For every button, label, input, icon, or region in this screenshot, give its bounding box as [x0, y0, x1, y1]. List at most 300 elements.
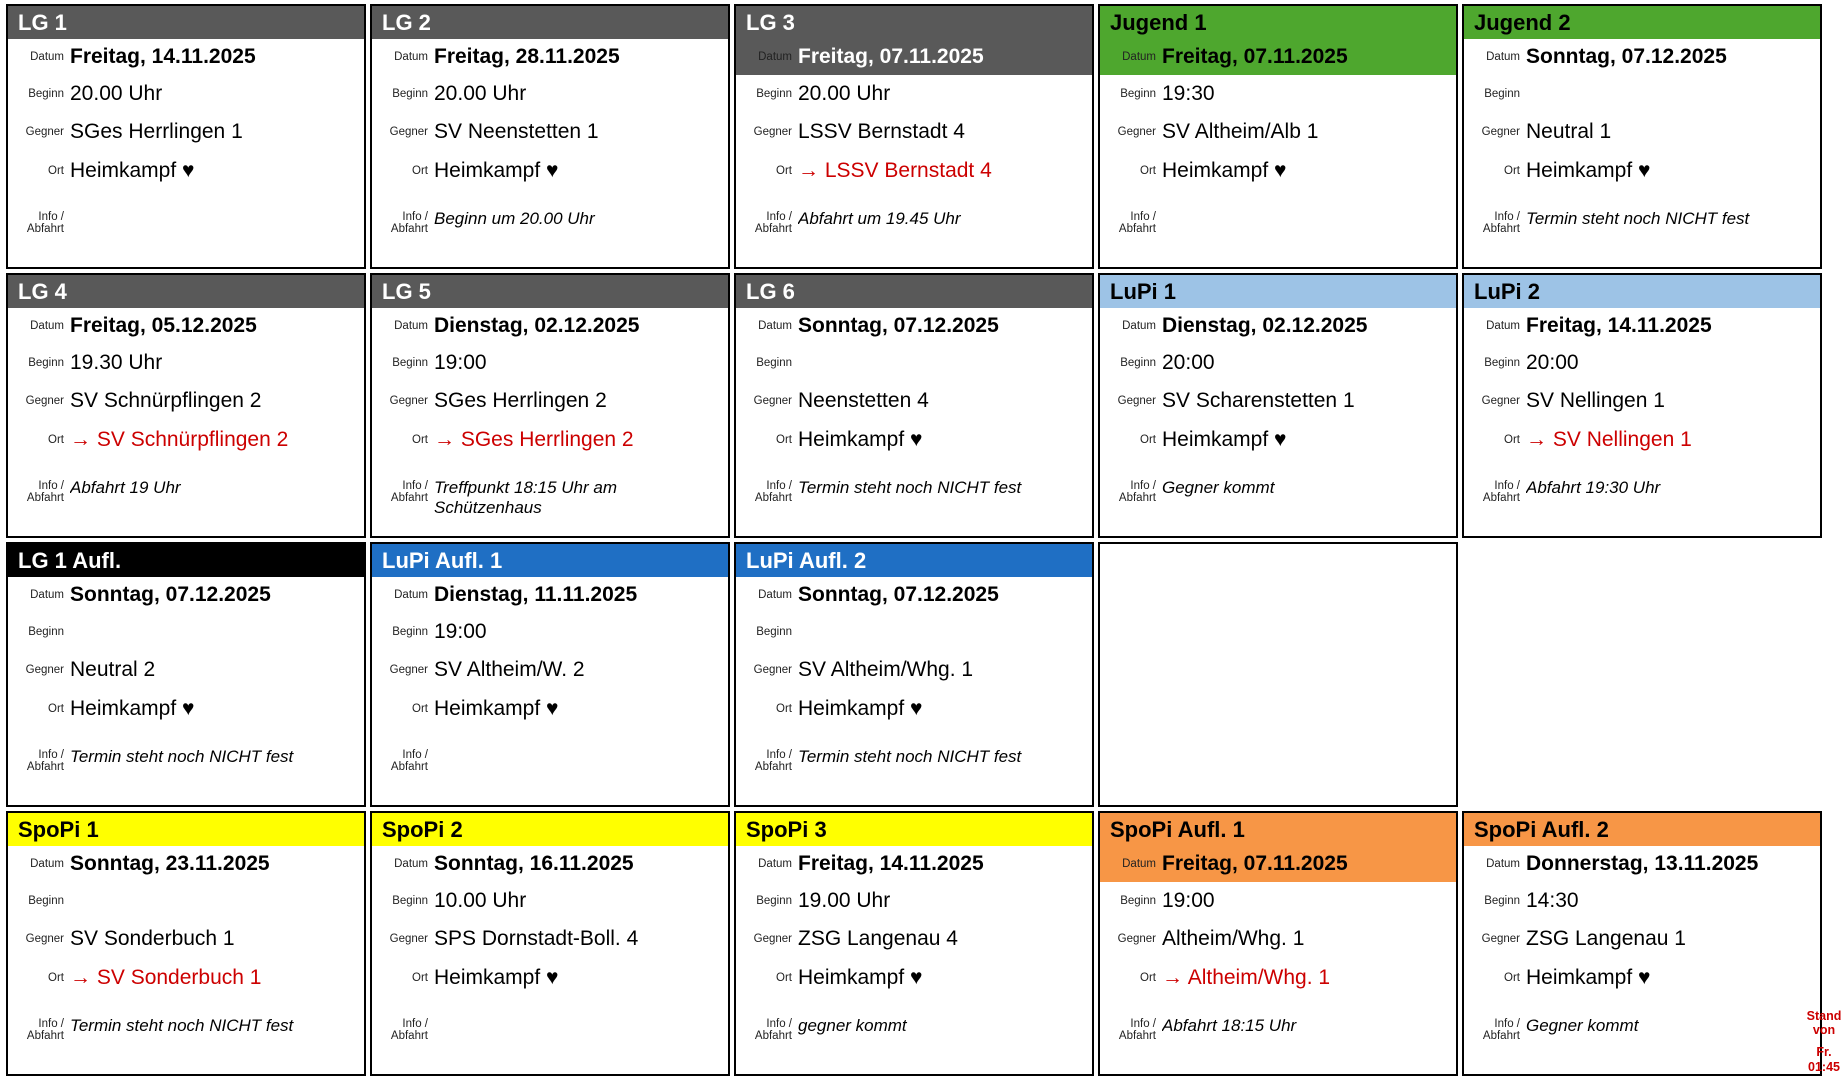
empty-match-card: [1098, 542, 1458, 807]
match-location-row: [8, 420, 364, 460]
match-location-label: Ort: [1140, 433, 1156, 446]
match-start-row: [8, 882, 364, 920]
match-card-fields: [1100, 39, 1456, 267]
match-opponent-value: SV Altheim/W. 2: [434, 658, 585, 682]
match-opponent-row: [372, 113, 728, 151]
match-card-fields: [8, 308, 364, 536]
match-date-value: Sonntag, 07.12.2025: [798, 583, 999, 607]
match-info-value: [434, 735, 728, 747]
match-location-text: SV Schnürpflingen 2: [96, 428, 289, 452]
match-opponent-label: Gegner: [753, 125, 792, 138]
match-start-value: 20.00 Uhr: [70, 82, 163, 106]
match-date-row: [372, 846, 728, 882]
match-card: [1098, 4, 1458, 269]
match-card: [1462, 4, 1822, 269]
match-location-row: [372, 420, 728, 460]
match-location-label: Ort: [48, 433, 64, 446]
match-start-row: [1464, 882, 1820, 920]
match-date-row: [1464, 308, 1820, 344]
match-start-value: 19:00: [434, 620, 487, 644]
match-card-title: LuPi 2: [1464, 275, 1820, 308]
match-info-label: Info / Abfahrt: [1482, 211, 1520, 236]
match-location-value: Heimkampf ♥: [434, 966, 559, 990]
match-card-fields: [1100, 308, 1456, 536]
match-card-title: LG 2: [372, 6, 728, 39]
match-opponent-value: SV Neenstetten 1: [434, 120, 599, 144]
match-date-label: Datum: [30, 588, 64, 601]
match-start-label: Beginn: [756, 625, 792, 638]
match-opponent-label: Gegner: [1481, 394, 1520, 407]
match-opponent-label: Gegner: [1117, 932, 1156, 945]
match-opponent-label: Gegner: [25, 125, 64, 138]
match-date-value: Freitag, 14.11.2025: [798, 852, 984, 876]
match-info-label: Info / Abfahrt: [754, 1018, 792, 1043]
away-arrow-icon: →: [70, 428, 97, 452]
match-opponent-row: [372, 382, 728, 420]
match-location-row: [736, 689, 1092, 729]
match-location-value: [70, 966, 364, 989]
match-location-value: Heimkampf ♥: [1162, 159, 1287, 183]
match-card: [1098, 273, 1458, 538]
match-info-row: [372, 998, 728, 1074]
match-start-value: 20:00: [1162, 351, 1215, 375]
match-location-text: SV Sonderbuch 1: [96, 966, 262, 990]
match-opponent-value: SGes Herrlingen 1: [70, 120, 243, 144]
match-location-value: Heimkampf ♥: [1526, 159, 1651, 183]
match-start-value: 19:00: [434, 351, 487, 375]
match-card-fields: [736, 39, 1092, 267]
match-card-title: LuPi 1: [1100, 275, 1456, 308]
match-location-row: [736, 420, 1092, 460]
match-info-row: [372, 460, 728, 536]
match-location-value: [70, 428, 364, 451]
match-date-row: [736, 39, 1092, 75]
match-start-row: [736, 75, 1092, 113]
match-date-row: [8, 39, 364, 75]
match-location-text: SV Nellingen 1: [1552, 428, 1692, 452]
match-location-value: Heimkampf ♥: [1162, 428, 1287, 452]
match-card-fields: [372, 39, 728, 267]
match-location-label: Ort: [1504, 164, 1520, 177]
match-location-value: Heimkampf ♥: [798, 428, 923, 452]
match-card-title: LG 3: [736, 6, 1092, 39]
match-date-label: Datum: [394, 857, 428, 870]
match-location-label: Ort: [1504, 971, 1520, 984]
match-start-label: Beginn: [756, 894, 792, 907]
match-info-value: Abfahrt 19 Uhr: [70, 478, 181, 497]
match-opponent-row: [736, 113, 1092, 151]
match-location-label: Ort: [776, 971, 792, 984]
match-info-row: [736, 191, 1092, 267]
match-opponent-value: ZSG Langenau 1: [1526, 927, 1686, 951]
match-card-title: LG 1: [8, 6, 364, 39]
match-location-label: Ort: [776, 433, 792, 446]
match-opponent-label: Gegner: [389, 932, 428, 945]
match-opponent-label: Gegner: [1117, 125, 1156, 138]
match-location-label: Ort: [1140, 971, 1156, 984]
match-start-label: Beginn: [756, 87, 792, 100]
match-info-value: Termin steht noch NICHT fest: [70, 747, 294, 766]
match-opponent-value: SV Schnürpflingen 2: [70, 389, 262, 413]
match-start-value: 19:30: [1162, 82, 1215, 106]
match-card-title: LG 4: [8, 275, 364, 308]
match-card: [734, 273, 1094, 538]
match-info-label: Info / Abfahrt: [26, 1018, 64, 1043]
match-opponent-label: Gegner: [25, 663, 64, 676]
match-opponent-value: SV Nellingen 1: [1526, 389, 1665, 413]
match-date-value: Dienstag, 11.11.2025: [434, 583, 638, 607]
match-card-fields: [1464, 308, 1820, 536]
match-info-row: [8, 460, 364, 536]
match-date-label: Datum: [758, 588, 792, 601]
match-card: [734, 542, 1094, 807]
match-card: [6, 4, 366, 269]
match-start-row: [1100, 75, 1456, 113]
match-card-fields: [372, 577, 728, 805]
match-date-label: Datum: [30, 319, 64, 332]
match-opponent-row: [1464, 382, 1820, 420]
match-card-fields: [1464, 39, 1820, 267]
match-info-row: [1464, 460, 1820, 536]
match-card-fields: [1100, 846, 1456, 1074]
match-location-value: [798, 159, 1092, 182]
match-date-row: [1100, 308, 1456, 344]
match-date-value: Freitag, 05.12.2025: [70, 314, 257, 338]
match-opponent-row: [736, 920, 1092, 958]
match-opponent-row: [8, 113, 364, 151]
match-info-label: Info / Abfahrt: [1118, 211, 1156, 236]
match-opponent-row: [736, 651, 1092, 689]
match-location-row: [1464, 151, 1820, 191]
match-date-value: Freitag, 28.11.2025: [434, 45, 620, 69]
match-info-row: [8, 191, 364, 267]
match-opponent-value: SV Altheim/Whg. 1: [798, 658, 974, 682]
match-location-row: [8, 689, 364, 729]
match-opponent-label: Gegner: [753, 663, 792, 676]
match-info-row: [1464, 998, 1820, 1074]
match-start-label: Beginn: [1484, 894, 1520, 907]
match-start-label: Beginn: [28, 894, 64, 907]
match-date-label: Datum: [394, 50, 428, 63]
match-date-value: Sonntag, 07.12.2025: [798, 314, 999, 338]
match-info-value: [70, 197, 364, 209]
match-info-label: Info / Abfahrt: [390, 1018, 428, 1043]
match-date-row: [8, 577, 364, 613]
match-info-label: Info / Abfahrt: [754, 749, 792, 774]
match-opponent-label: Gegner: [1481, 125, 1520, 138]
match-info-label: Info / Abfahrt: [390, 211, 428, 236]
match-info-label: Info / Abfahrt: [754, 211, 792, 236]
match-location-value: Heimkampf ♥: [1526, 966, 1651, 990]
match-date-row: [1464, 39, 1820, 75]
status-stamp-line4: 01:45: [1808, 1059, 1840, 1074]
match-start-value: 19.30 Uhr: [70, 351, 163, 375]
match-location-value: [434, 428, 728, 451]
match-card: [1462, 273, 1822, 538]
match-date-row: [1464, 846, 1820, 882]
match-card-title: Jugend 1: [1100, 6, 1456, 39]
match-info-value: Abfahrt 18:15 Uhr: [1162, 1016, 1297, 1035]
match-start-row: [1100, 882, 1456, 920]
match-location-value: Heimkampf ♥: [70, 159, 195, 183]
match-start-label: Beginn: [1120, 356, 1156, 369]
match-start-label: Beginn: [28, 625, 64, 638]
match-opponent-row: [8, 651, 364, 689]
match-info-row: [8, 729, 364, 805]
match-date-value: Donnerstag, 13.11.2025: [1526, 852, 1759, 876]
match-card-grid: [6, 4, 1806, 1076]
match-card-fields: [736, 308, 1092, 536]
match-location-row: [1100, 958, 1456, 998]
status-stamp-line2: von: [1812, 1022, 1836, 1037]
match-info-label: Info / Abfahrt: [26, 749, 64, 774]
match-start-label: Beginn: [756, 356, 792, 369]
match-location-row: [8, 958, 364, 998]
match-start-row: [372, 882, 728, 920]
match-card-title: Jugend 2: [1464, 6, 1820, 39]
match-opponent-row: [8, 382, 364, 420]
match-date-label: Datum: [30, 50, 64, 63]
match-opponent-label: Gegner: [389, 125, 428, 138]
match-location-label: Ort: [1504, 433, 1520, 446]
match-date-label: Datum: [1486, 319, 1520, 332]
match-card: [370, 811, 730, 1076]
match-opponent-label: Gegner: [389, 663, 428, 676]
match-location-row: [736, 958, 1092, 998]
match-info-label: Info / Abfahrt: [390, 480, 428, 505]
match-info-value: Termin steht noch NICHT fest: [1526, 209, 1750, 228]
match-date-label: Datum: [758, 857, 792, 870]
match-card-fields: [372, 846, 728, 1074]
match-opponent-row: [1100, 113, 1456, 151]
match-opponent-row: [8, 920, 364, 958]
match-info-value: Beginn um 20.00 Uhr: [434, 209, 595, 228]
match-info-row: [1100, 460, 1456, 536]
match-opponent-row: [1464, 920, 1820, 958]
match-card-fields: [1464, 846, 1820, 1074]
match-date-value: Dienstag, 02.12.2025: [434, 314, 640, 338]
match-card: [6, 273, 366, 538]
match-location-text: LSSV Bernstadt 4: [824, 159, 992, 183]
match-location-text: Altheim/Whg. 1: [1187, 966, 1331, 990]
match-start-row: [372, 75, 728, 113]
match-info-row: [736, 460, 1092, 536]
match-date-row: [372, 39, 728, 75]
match-date-row: [372, 577, 728, 613]
match-opponent-value: SPS Dornstadt-Boll. 4: [434, 927, 639, 951]
match-location-row: [1100, 151, 1456, 191]
match-info-row: [372, 191, 728, 267]
match-info-value: Termin steht noch NICHT fest: [798, 747, 1022, 766]
match-date-label: Datum: [1122, 319, 1156, 332]
match-start-value: 10.00 Uhr: [434, 889, 527, 913]
match-info-row: [736, 729, 1092, 805]
match-date-label: Datum: [394, 588, 428, 601]
match-card: [370, 542, 730, 807]
match-card: [6, 811, 366, 1076]
match-start-label: Beginn: [1120, 87, 1156, 100]
match-start-value: 20.00 Uhr: [798, 82, 891, 106]
match-start-row: [8, 75, 364, 113]
match-start-label: Beginn: [392, 87, 428, 100]
match-location-label: Ort: [48, 164, 64, 177]
match-info-value: Gegner kommt: [1162, 478, 1275, 497]
match-date-value: Sonntag, 07.12.2025: [70, 583, 271, 607]
match-card-title: LuPi Aufl. 2: [736, 544, 1092, 577]
match-opponent-row: [372, 651, 728, 689]
match-date-value: Freitag, 07.11.2025: [798, 45, 984, 69]
match-opponent-label: Gegner: [753, 932, 792, 945]
match-card: [1098, 811, 1458, 1076]
match-opponent-value: Neenstetten 4: [798, 389, 929, 413]
match-opponent-value: Neutral 2: [70, 658, 156, 682]
match-date-value: Sonntag, 16.11.2025: [434, 852, 634, 876]
match-card-fields: [8, 577, 364, 805]
match-date-label: Datum: [758, 50, 792, 63]
match-opponent-label: Gegner: [753, 394, 792, 407]
status-stamp: [1806, 1009, 1842, 1075]
match-date-row: [8, 846, 364, 882]
match-date-value: Sonntag, 07.12.2025: [1526, 45, 1727, 69]
match-location-value: Heimkampf ♥: [798, 697, 923, 721]
match-info-label: Info / Abfahrt: [1482, 480, 1520, 505]
match-card-title: SpoPi 1: [8, 813, 364, 846]
match-start-row: [1464, 344, 1820, 382]
match-start-value: 19:00: [1162, 889, 1215, 913]
match-start-label: Beginn: [392, 356, 428, 369]
match-location-label: Ort: [412, 433, 428, 446]
match-opponent-value: Neutral 1: [1526, 120, 1612, 144]
match-opponent-value: LSSV Bernstadt 4: [798, 120, 965, 144]
match-date-value: Freitag, 07.11.2025: [1162, 852, 1348, 876]
match-start-row: [372, 344, 728, 382]
match-location-row: [372, 958, 728, 998]
match-opponent-label: Gegner: [389, 394, 428, 407]
match-location-row: [1464, 958, 1820, 998]
match-info-value: Abfahrt um 19.45 Uhr: [798, 209, 961, 228]
match-start-label: Beginn: [392, 625, 428, 638]
match-opponent-label: Gegner: [25, 394, 64, 407]
away-arrow-icon: →: [1526, 428, 1553, 452]
match-card-fields: [736, 846, 1092, 1074]
match-start-row: [1100, 344, 1456, 382]
match-info-label: Info / Abfahrt: [390, 749, 428, 774]
match-opponent-value: SV Altheim/Alb 1: [1162, 120, 1319, 144]
match-date-label: Datum: [758, 319, 792, 332]
match-card: [734, 811, 1094, 1076]
match-card: [734, 4, 1094, 269]
match-date-row: [736, 308, 1092, 344]
match-info-value: Abfahrt 19:30 Uhr: [1526, 478, 1661, 497]
away-arrow-icon: →: [798, 159, 825, 183]
match-card-title: LuPi Aufl. 1: [372, 544, 728, 577]
match-location-value: Heimkampf ♥: [434, 697, 559, 721]
match-card-title: SpoPi 2: [372, 813, 728, 846]
match-location-row: [372, 689, 728, 729]
match-location-label: Ort: [412, 971, 428, 984]
match-location-label: Ort: [412, 702, 428, 715]
match-start-row: [8, 613, 364, 651]
match-date-label: Datum: [30, 857, 64, 870]
match-start-label: Beginn: [1120, 894, 1156, 907]
match-date-value: Sonntag, 23.11.2025: [70, 852, 270, 876]
match-location-row: [736, 151, 1092, 191]
match-date-row: [1100, 39, 1456, 75]
match-date-value: Freitag, 14.11.2025: [1526, 314, 1712, 338]
placeholder-cell: [1462, 542, 1822, 807]
match-location-value: Heimkampf ♥: [70, 697, 195, 721]
match-card-title: SpoPi Aufl. 1: [1100, 813, 1456, 846]
match-info-label: Info / Abfahrt: [1118, 1018, 1156, 1043]
match-date-row: [736, 577, 1092, 613]
match-card: [1462, 811, 1822, 1076]
match-info-value: Treffpunkt 18:15 Uhr am Schützenhaus: [434, 478, 617, 518]
match-info-label: Info / Abfahrt: [26, 211, 64, 236]
match-card: [370, 273, 730, 538]
match-info-label: Info / Abfahrt: [26, 480, 64, 505]
match-info-row: [1464, 191, 1820, 267]
match-card-fields: [8, 39, 364, 267]
match-info-row: [372, 729, 728, 805]
match-info-label: Info / Abfahrt: [1118, 480, 1156, 505]
match-date-value: Dienstag, 02.12.2025: [1162, 314, 1368, 338]
match-location-label: Ort: [1140, 164, 1156, 177]
away-arrow-icon: →: [70, 966, 97, 990]
match-opponent-row: [1100, 382, 1456, 420]
match-date-row: [736, 846, 1092, 882]
match-start-row: [1464, 75, 1820, 113]
match-date-row: [8, 308, 364, 344]
match-card-title: SpoPi Aufl. 2: [1464, 813, 1820, 846]
match-date-label: Datum: [394, 319, 428, 332]
match-start-value: 14:30: [1526, 889, 1579, 913]
match-card-title: SpoPi 3: [736, 813, 1092, 846]
away-arrow-icon: →: [434, 428, 461, 452]
match-location-label: Ort: [48, 971, 64, 984]
match-start-label: Beginn: [1484, 356, 1520, 369]
match-date-label: Datum: [1122, 50, 1156, 63]
match-location-label: Ort: [776, 164, 792, 177]
match-start-label: Beginn: [1484, 87, 1520, 100]
match-card: [6, 542, 366, 807]
match-location-value: [1162, 966, 1456, 989]
match-start-row: [736, 882, 1092, 920]
match-opponent-value: SGes Herrlingen 2: [434, 389, 607, 413]
match-card: [370, 4, 730, 269]
match-info-label: Info / Abfahrt: [754, 480, 792, 505]
match-location-label: Ort: [776, 702, 792, 715]
match-location-row: [372, 151, 728, 191]
match-location-label: Ort: [48, 702, 64, 715]
match-opponent-value: Altheim/Whg. 1: [1162, 927, 1305, 951]
match-card-fields: [372, 308, 728, 536]
match-date-label: Datum: [1486, 857, 1520, 870]
match-info-row: [1100, 191, 1456, 267]
match-date-value: Freitag, 07.11.2025: [1162, 45, 1348, 69]
match-date-label: Datum: [1122, 857, 1156, 870]
match-date-row: [372, 308, 728, 344]
match-location-row: [1464, 420, 1820, 460]
match-card-fields: [736, 577, 1092, 805]
match-start-value: 20.00 Uhr: [434, 82, 527, 106]
match-opponent-row: [1100, 920, 1456, 958]
match-opponent-label: Gegner: [25, 932, 64, 945]
match-date-value: Freitag, 14.11.2025: [70, 45, 256, 69]
match-info-value: Termin steht noch NICHT fest: [798, 478, 1022, 497]
match-start-label: Beginn: [28, 87, 64, 100]
match-info-row: [736, 998, 1092, 1074]
match-location-label: Ort: [412, 164, 428, 177]
